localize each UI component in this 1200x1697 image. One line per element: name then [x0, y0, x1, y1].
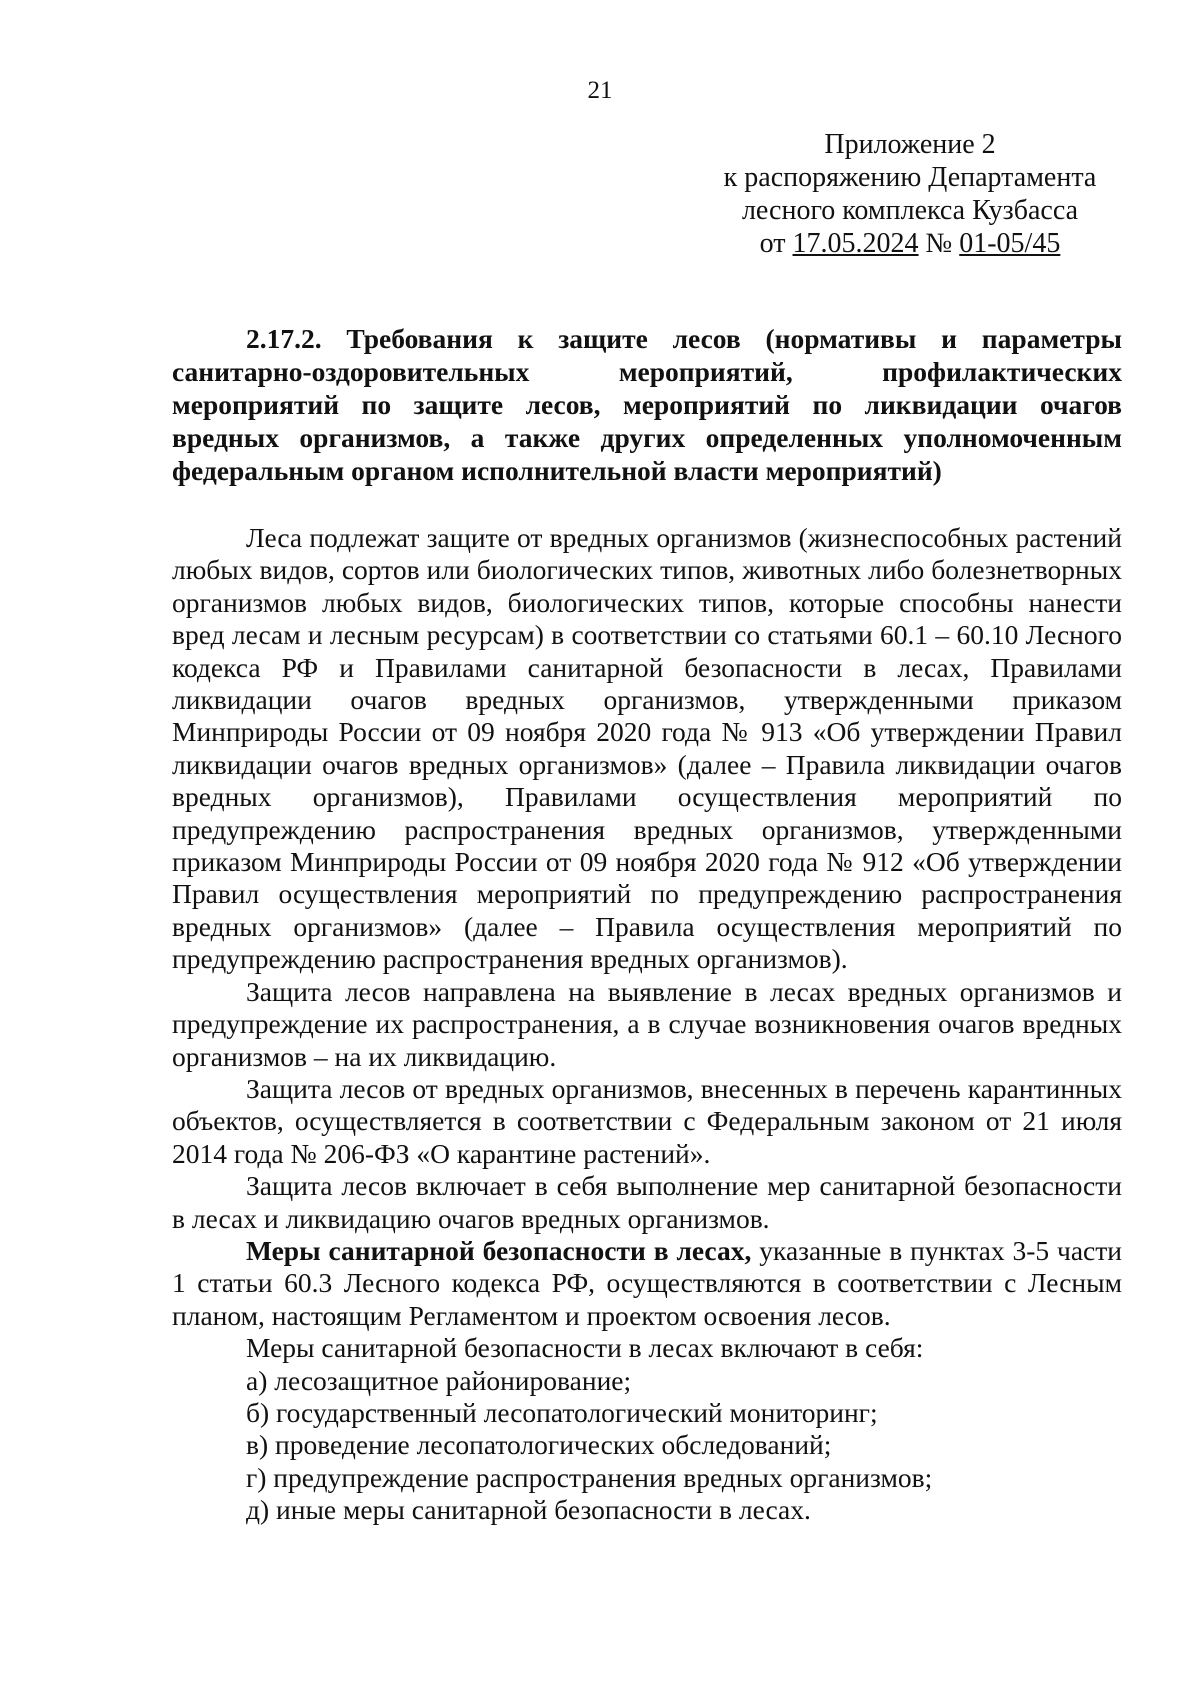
- paragraph: Защита лесов включает в себя выполнение мер санитарной безопасности в лесах и ликвидацию очагов вредных организмов.: [172, 1170, 1122, 1234]
- section-title: 2.17.2. Требования к защите лесов (нормативы и параметры санитарно-оздоровительных мероприятий, профилактических мероприятий по защите лесов, мероприятий по ликвидации очагов вредных организмов, а также других определенных уполномоченным федеральным органом исполнительной власти мероприятий): [172, 323, 1122, 486]
- body-text: [172, 522, 1122, 1527]
- list-item: в) проведение лесопатологических обследований;: [246, 1429, 832, 1461]
- appendix-date: 17.05.2024: [792, 228, 919, 259]
- page-number: 21: [587, 77, 613, 104]
- list-item: а) лесозащитное районирование;: [246, 1364, 632, 1396]
- sanitary-measures-paragraph: [172, 1235, 1122, 1332]
- paragraph: Защита лесов направлена на выявление в лесах вредных организмов и предупреждение их распространения, а в случае возникновения очагов вредных организмов – на их ликвидацию.: [172, 975, 1122, 1072]
- appendix-date-prefix: от: [759, 228, 786, 259]
- appendix-number: 01-05/45: [959, 228, 1061, 259]
- paragraph: Леса подлежат защите от вредных организмов (жизнеспособных растений любых видов, сортов или биологических типов, животных либо болезнетворных организмов любых видов, биологических типов, которые способны нанести вред лесам и лесным ресурсам) в соответствии со статьями 60.1 – 60.10 Лесного кодекса РФ и Правилами санитарной безопасности в лесах, Правилами ликвидации очагов вредных организмов, утвержденными приказом Минприроды России от 09 ноября 2020 года № 913 «Об утверждении Правил ликвидации очагов вредных организмов» (далее – Правила ликвидации очагов вредных организмов), Правилами осуществления мероприятий по предупреждению распространения вредных организмов, утвержденными приказом Минприроды России от 09 ноября 2020 года № 912 «Об утверждении Правил осуществления мероприятий по предупреждению распространения вредных организмов» (далее – Правила осуществления мероприятий по предупреждению распространения вредных организмов).: [172, 522, 1122, 975]
- list-item: г) предупреждение распространения вредных организмов;: [246, 1461, 933, 1493]
- appendix-title: Приложение 2: [824, 129, 996, 160]
- list-item: д) иные меры санитарной безопасности в лесах.: [246, 1494, 811, 1526]
- appendix-header: [700, 128, 1120, 260]
- sanitary-measures-bold: Меры санитарной безопасности в лесах,: [246, 1234, 752, 1266]
- list-intro: Меры санитарной безопасности в лесах включают в себя:: [246, 1332, 924, 1364]
- appendix-order-line: к распоряжению Департамента: [723, 162, 1097, 193]
- appendix-number-sign: №: [925, 228, 953, 259]
- appendix-date-number-line: [700, 227, 1120, 260]
- paragraph: Защита лесов от вредных организмов, внесенных в перечень карантинных объектов, осуществляется в соответствии с Федеральным законом от 21 июля 2014 года № 206-ФЗ «О карантине растений».: [172, 1072, 1122, 1169]
- sanitary-measures-text: указанные в пунктах 3-5 части 1 статьи 60.3 Лесного кодекса РФ, осуществляются в соответствии с Лесным планом, настоящим Регламентом и проектом освоения лесов.: [172, 1234, 1122, 1331]
- list-item: б) государственный лесопатологический мониторинг;: [246, 1396, 878, 1428]
- appendix-department-line: лесного комплекса Кузбасса: [741, 195, 1079, 226]
